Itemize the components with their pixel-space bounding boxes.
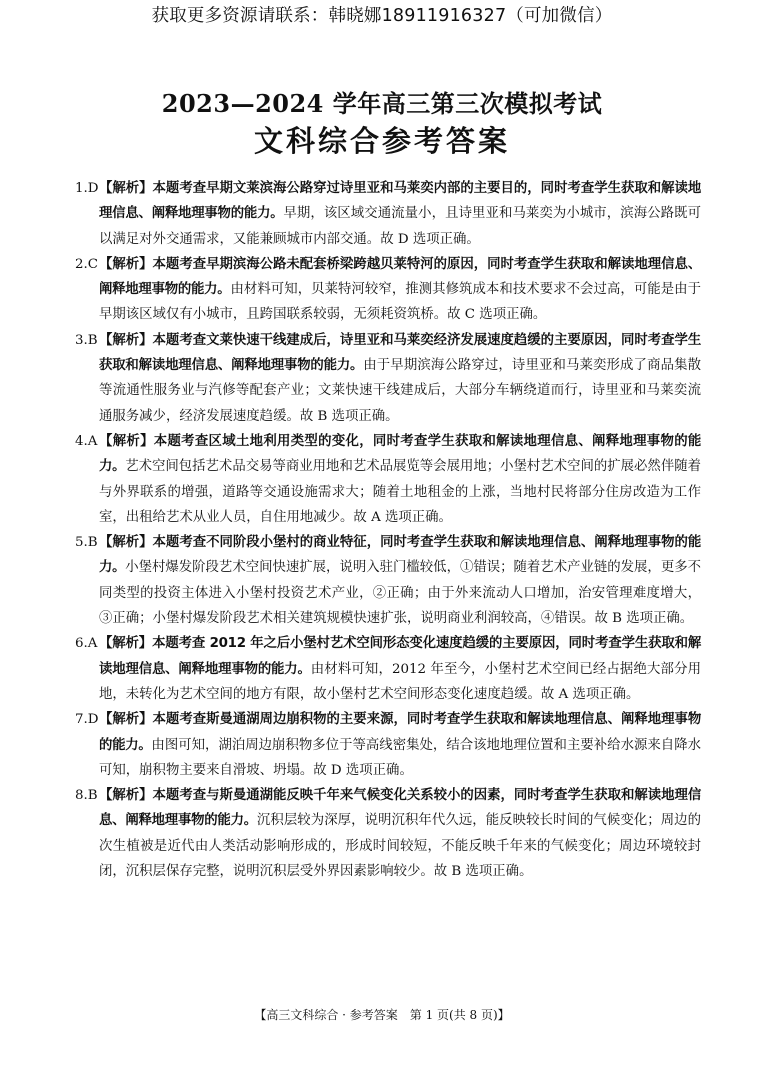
explanation-text: 由材料可知，2012 年至今，小堡村艺术空间已经占据绝大部分用地，未转化为艺术空间的地方有限，故小堡村艺术空间形态变化速度趋缓。故 A 选项正确。 (99, 661, 701, 702)
question-number: 4.A (75, 433, 98, 449)
explanation-text: 早期，该区域交通流量小，且诗里亚和马莱奕为小城市，滨海公路既可以满足对外交通需求，又能兼顾城市内部交通。故 D 选项正确。 (99, 206, 701, 247)
analysis-tag: 【解析】 (99, 535, 153, 551)
question-number: 7.D (75, 712, 99, 728)
analysis-tag: 【解析】 (99, 712, 153, 728)
topic-text: 本题考查早期滨海公路未配套桥梁跨越贝莱特河的原因，同时考查学生获取和解读地理信息、阐释地理事物的能力。 (99, 256, 701, 298)
analysis-tag: 【解析】 (99, 788, 153, 804)
topic-text: 本题考查斯曼通湖周边崩积物的主要来源，同时考查学生获取和解读地理信息、阐释地理事物的能力。 (99, 712, 701, 753)
document-title: 文科综合参考答案 (253, 124, 510, 158)
answer-item (75, 252, 701, 328)
explanation-text: 由图可知，湖泊周边崩积物多位于等高线密集处，结合该地地理位置和主要补给水源来自降水可知，崩积物主要来自滑坡、坍塌。故 D 选项正确。 (99, 737, 701, 778)
answer-item (75, 530, 701, 631)
question-number: 1.D (75, 181, 99, 196)
topic-text: 本题考查早期文莱滨海公路穿过诗里亚和马莱奕内部的主要目的，同时考查学生获取和解读地理信息、阐释地理事物的能力。 (99, 181, 701, 222)
explanation-text: 由于早期滨海公路穿过，诗里亚和马莱奕形成了商品集散等流通性服务业与汽修等配套产业；文莱快速干线建成后，大部分车辆绕道而行，诗里亚和马莱奕流通服务减少，经济发展速度趋缓。故 B 选项正确。 (99, 358, 702, 424)
question-number: 8.B (75, 788, 98, 804)
explanation-text: 由材料可知，贝莱特河较窄，推测其修筑成本和技术要求不会过高，可能是由于早期该区域仅有小城市，且跨国联系较弱，无须耗资筑桥。故 C 选项正确。 (99, 282, 702, 323)
answer-list (75, 176, 701, 884)
topic-text: 本题考查文莱快速干线建成后，诗里亚和马莱奕经济发展速度趋缓的主要原因，同时考查学生获取和解读地理信息、阐释地理事物的能力。 (99, 332, 701, 374)
topic-text: 本题考查不同阶段小堡村的商业特征，同时考查学生获取和解读地理信息、阐释地理事物的能力。 (99, 535, 701, 576)
topic-text: 本题考查与斯曼通湖能反映千年来气候变化关系较小的因素，同时考查学生获取和解读地理信息、阐释地理事物的能力。 (99, 788, 701, 829)
answer-item (75, 631, 701, 707)
analysis-tag: 【解析】 (99, 181, 153, 196)
question-number: 5.B (75, 535, 98, 551)
topic-text: 本题考查区域土地利用类型的变化，同时考查学生获取和解读地理信息、阐释地理事物的能力。 (99, 433, 701, 475)
question-number: 3.B (75, 332, 98, 348)
question-number: 2.C (75, 256, 99, 272)
explanation-text: 小堡村爆发阶段艺术空间快速扩展，说明入驻门槛较低，①错误；随着艺术产业链的发展，更多不同类型的投资主体进入小堡村投资艺术产业，②正确；由于外来流动人口增加，治安管理难度增大，③正确；小堡村爆发阶段艺术相关建筑规模快速扩张，说明商业利润较高，④错误。故 B 选项正确。 (99, 560, 701, 627)
answer-item (75, 328, 701, 429)
analysis-tag: 【解析】 (99, 332, 153, 348)
answer-item (75, 707, 701, 783)
page-footer: 【高三文科综合 · 参考答案 第 1 页(共 8 页)】 (254, 1008, 510, 1022)
answer-item (75, 783, 701, 884)
answer-item (75, 176, 701, 252)
question-number: 6.A (75, 636, 98, 652)
analysis-tag: 【解析】 (99, 433, 154, 449)
topic-text: 本题考查 2012 年之后小堡村艺术空间形态变化速度趋缓的主要原因，同时考查学生获取和解读地理信息、阐释地理事物的能力。 (99, 636, 701, 677)
answer-item (75, 429, 701, 530)
contact-banner: 获取更多资源请联系：韩晓娜18911916327（可加微信） (151, 6, 613, 26)
analysis-tag: 【解析】 (99, 636, 153, 652)
explanation-text: 沉积层较为深厚，说明沉积年代久远，能反映较长时间的气候变化；周边的次生植被是近代由人类活动影响形成的，形成时间较短，不能反映千年来的气候变化；周边环境较封闭，沉积层保存完整，说明沉积层受外界因素影响较少。故 B 选项正确。 (99, 813, 702, 880)
explanation-text: 艺术空间包括艺术品交易等商业用地和艺术品展览等会展用地；小堡村艺术空间的扩展必然伴随着与外界联系的增强，道路等交通设施需求大；随着土地租金的上涨，当地村民将部分住房改造为工作室，出租给艺术从业人员，自住用地减少。故 A 选项正确。 (99, 459, 701, 525)
analysis-tag: 【解析】 (99, 256, 153, 272)
exam-title: 2023—2024 学年高三第三次模拟考试 (161, 89, 603, 118)
